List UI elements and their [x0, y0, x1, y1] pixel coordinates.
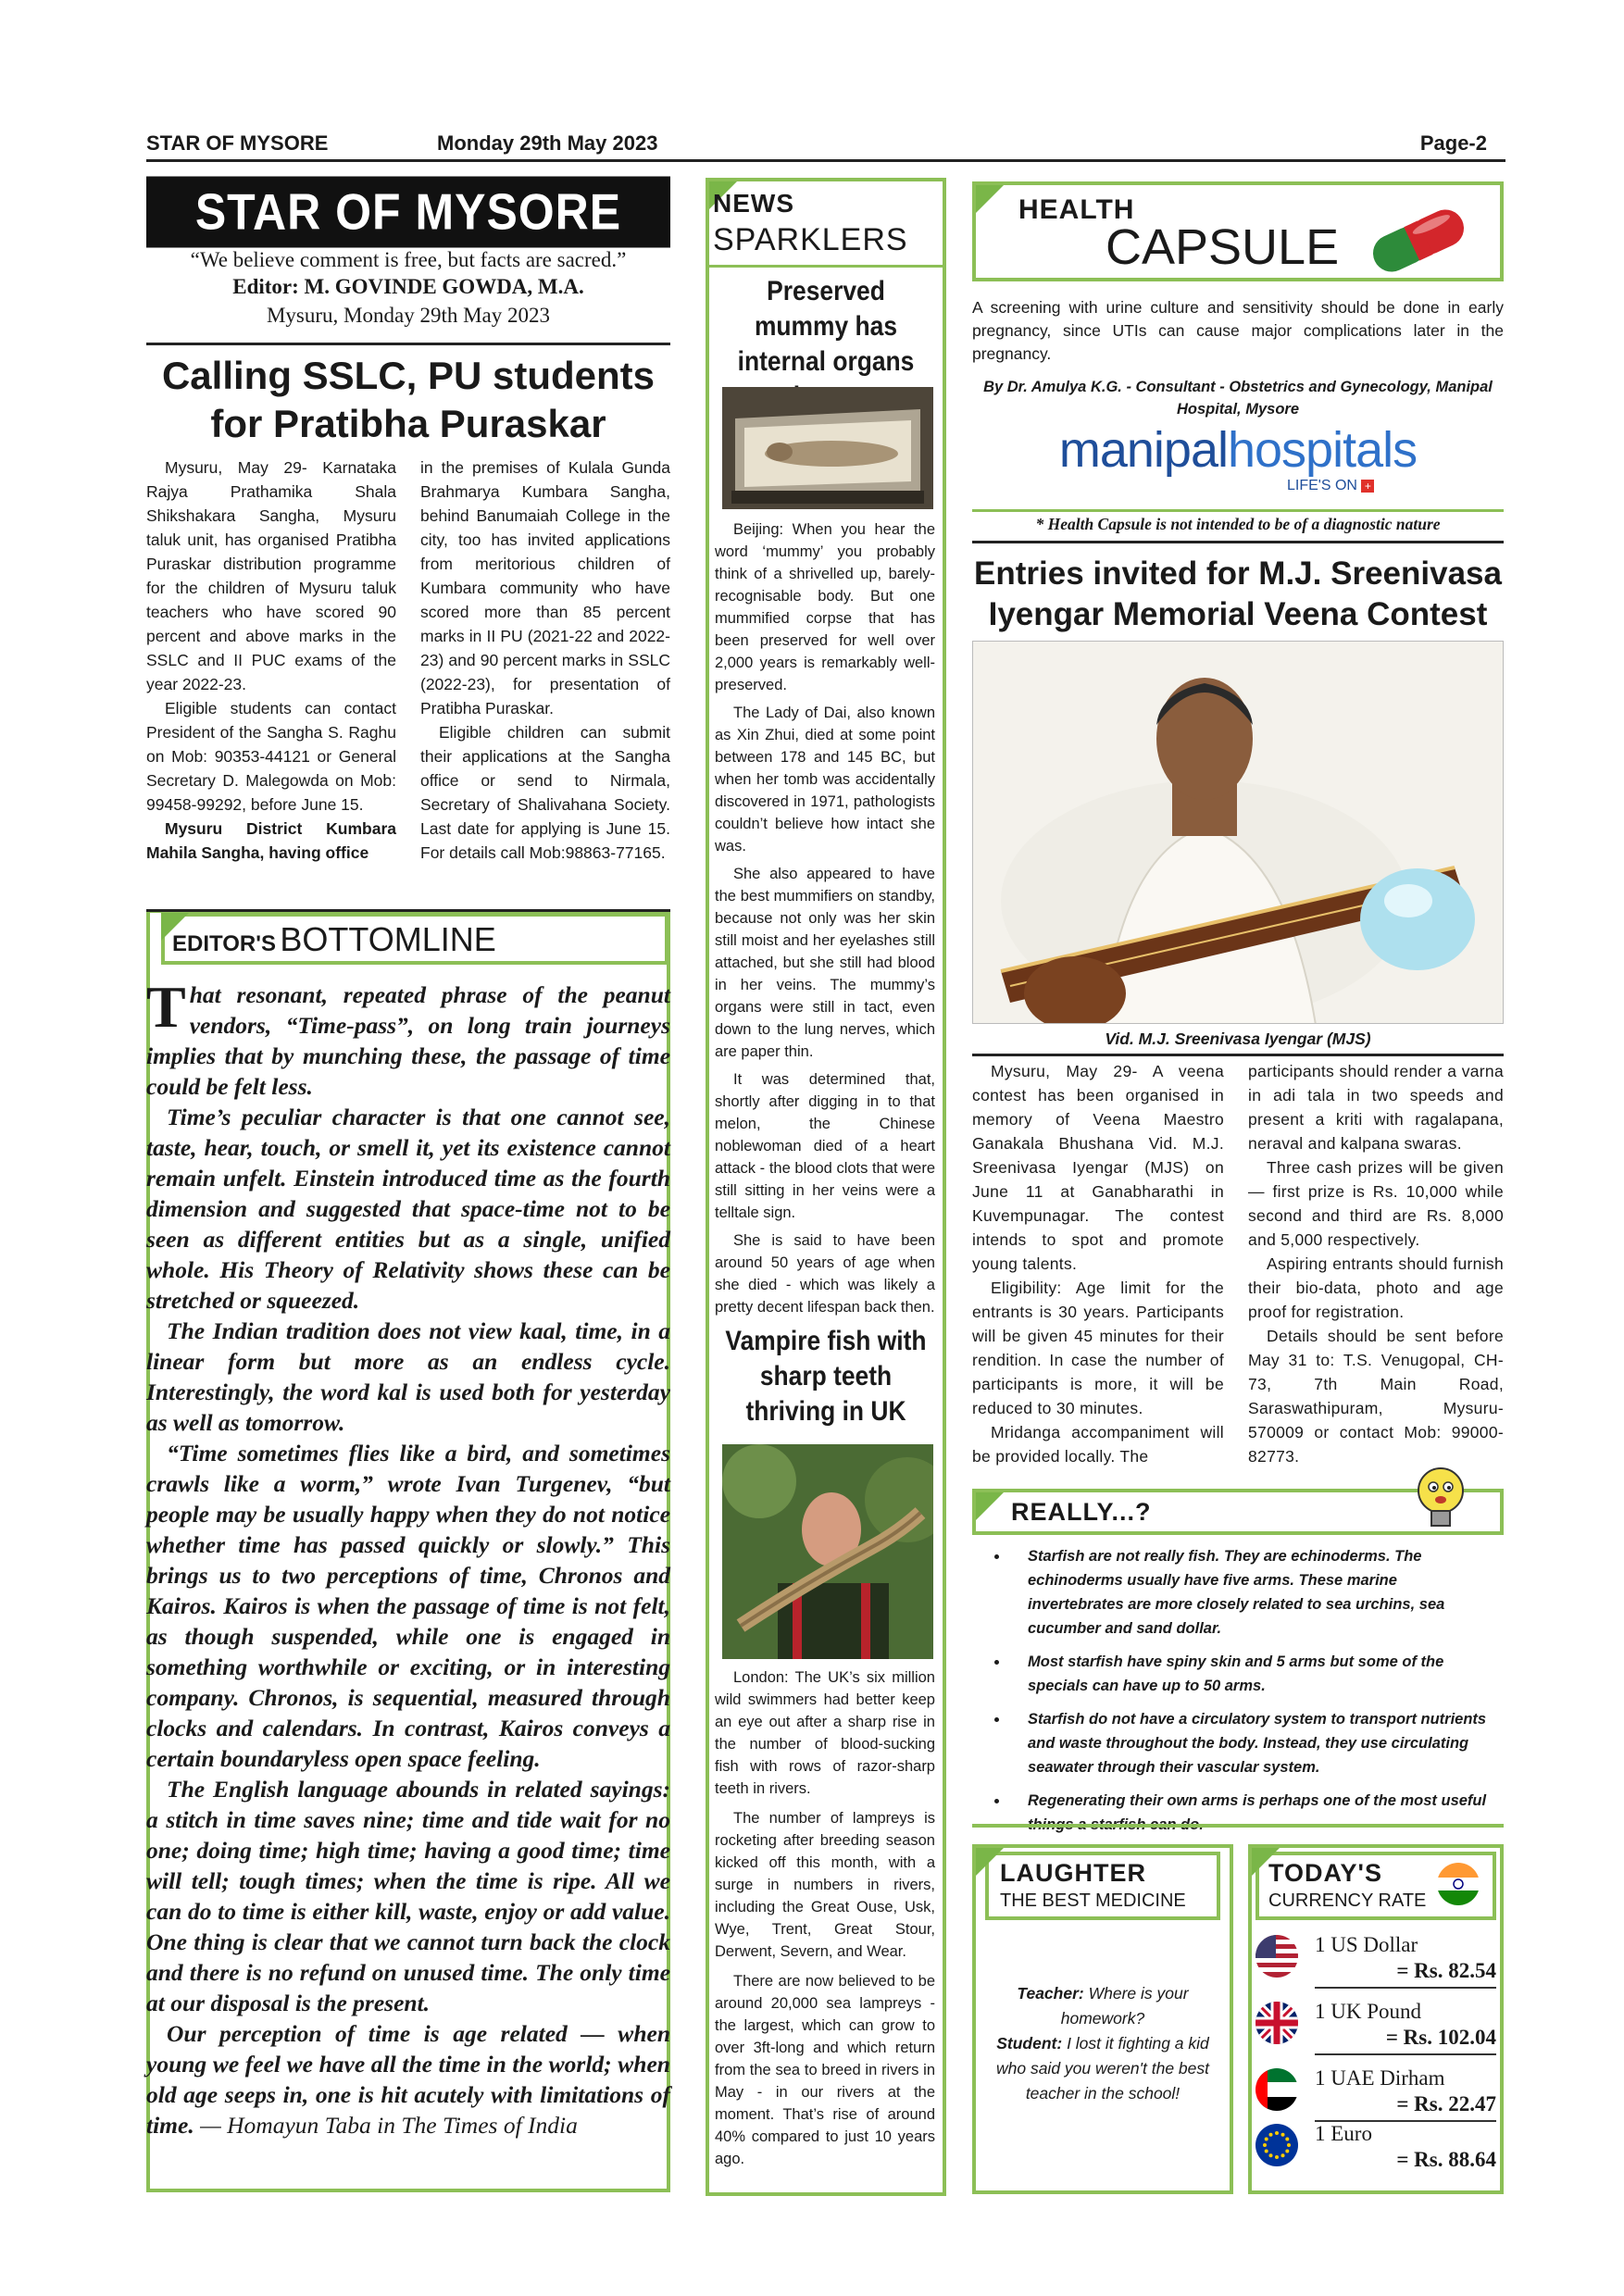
news-para: She is said to have been around 50 years of age when she died - which was likely a pretty decent lifespan back then.: [715, 1232, 935, 1316]
editorial-label: [172, 920, 496, 959]
joke-student-line: I lost it fighting a kid who said you weren't the best teacher in the school!: [995, 2034, 1209, 2103]
currency-label-light: CURRENCY RATE: [1268, 1890, 1427, 1911]
editorial-first-para: hat resonant, repeated phrase of the peanut vendors, “Time-pass”, on long train journeys implies that by munching these, the passage of time could be felt less.: [146, 981, 670, 1100]
news-story-mummy: [715, 518, 935, 1318]
news-para: Beijing: When you hear the word ‘mummy’ you probably think of a shrivelled up, barely-recognisable body. But one mummified corpse that has been preserved for well over 2,000 years is remarkably well-preserved.: [715, 521, 935, 693]
header-rule: [146, 159, 1505, 162]
currency-value: = Rs. 88.64: [1396, 2148, 1496, 2171]
news-para: It was determined that, shortly after digging in to that melon, the Chinese noblewoman died of a heart attack - the blood clots that were still sitting in her veins were a telltale sign.: [715, 1071, 935, 1221]
health-rule: [972, 509, 1504, 512]
editorial-label-bold: EDITOR'S: [172, 931, 276, 956]
news-para: The Lady of Dai, also known as Xin Zhui, died at some point between 178 and 145 BC, but when her tomb was accidentally discovered in 1971, pathologists couldn’t believe how intact she was.: [715, 705, 935, 855]
currency-value: = Rs. 82.54: [1396, 1959, 1496, 1982]
manipal-logo-part-a: manipal: [1058, 422, 1228, 478]
editorial-para: Our perception of time is age related — when young we feel we have all the time in the world; when old age seeps in, one is hit acutely with limitations of time.: [146, 2020, 670, 2139]
really-list: [972, 1544, 1504, 1846]
news-para: London: The UK’s six million wild swimmers had better keep an eye out after a sharp rise in the number of blood-sucking fish with rows of razor-sharp teeth in rivers.: [715, 1669, 935, 1797]
uk-flag-icon: [1255, 2002, 1298, 2044]
really-bottom-rule: [972, 1824, 1504, 1828]
usa-flag-icon: [1255, 1935, 1298, 1978]
currency-unit: 1 US Dollar: [1315, 1933, 1418, 1956]
currency-row-eur: [1255, 2122, 1496, 2181]
masthead-title: STAR OF MYSORE: [146, 177, 670, 248]
joke-student-label: Student:: [996, 2034, 1063, 2053]
news-label-rule: [706, 265, 946, 268]
currency-unit: 1 UK Pound: [1315, 2000, 1422, 2023]
currency-row-gbp: [1255, 2000, 1496, 2059]
header-page-number: Page-2: [1419, 131, 1487, 155]
laughter-joke: [985, 1981, 1220, 2106]
health-byline: By Dr. Amulya K.G. - Consultant - Obstetrics and Gynecology, Manipal Hospital, Mysore: [983, 379, 1493, 418]
manipal-cross-icon: +: [1361, 480, 1374, 493]
really-item: • Regenerating their own arms is perhaps one of the most useful: [1009, 1789, 1494, 1837]
health-bottom-rule: [972, 541, 1504, 543]
veena-para: participants should render a varna in adi tala in two speeds and present a kriti with ragalapana, neraval and kalpana swaras.: [1248, 1062, 1504, 1153]
health-label-bold: HEALTH: [1018, 194, 1135, 225]
news-para: She also appeared to have the best mummifiers on standby, because not only was her skin still moist and her eyelashes still attached, but she still had blood in her veins. The mummy’s organs were still in tact, even down to the lung nerves, which are paper thin.: [715, 866, 935, 1060]
veena-caption: Vid. M.J. Sreenivasa Iyengar (MJS): [1105, 1029, 1371, 1048]
header-date: Monday 29th May 2023: [437, 131, 658, 155]
news-story-vampire: [715, 1666, 935, 2170]
news-para: There are now believed to be around 20,000 sea lampreys - the largest, which can grow to over 3ft-long and which return from the sea to breed in rivers in May - in our rivers at the moment. That’s rise of around 40% compared to just 10 years ago.: [715, 1973, 935, 2167]
veena-caption-rule: [972, 1054, 1504, 1056]
joke-teacher-label: Teacher:: [1017, 1984, 1084, 2003]
veena-para: Three cash prizes will be given — first prize is Rs. 10,000 while second and third are Rs. 8,000 and 5,000 respectively.: [1248, 1158, 1504, 1249]
veena-column-a: [972, 1059, 1224, 1468]
lead-para: Mysuru, May 29- Karnataka Rajya Prathamika Shala Shikshakara Sangha, Mysuru taluk unit, has organised Pratibha Puraskar distribution programme for the children of Mysuru taluk teachers who have scored 90 percent and above marks in the SSLC and II PUC exams of the year 2022-23.: [146, 458, 396, 693]
really-item: • Most starfish have spiny skin and 5 arms but some of the specials can have up to 50 arms.: [1009, 1650, 1494, 1698]
currency-value: = Rs. 102.04: [1385, 2026, 1496, 2049]
editorial-para: The Indian tradition does not view kaal, time, in a linear form but more as an endless cycle. Interestingly, the word kal is used both for yesterday as well as tomorrow.: [146, 1317, 670, 1436]
manipal-logo: [972, 422, 1504, 478]
laughter-label-light: THE BEST MEDICINE: [1000, 1890, 1186, 1911]
manipal-tagline: [1287, 478, 1374, 494]
news-para: The number of lampreys is rocketing after breeding season kicked off this month, with a surge in numbers in rivers, including the Great Ouse, Usk, Wye, Trent, Great Stour, Derwent, Severn, and Wear.: [715, 1810, 935, 1960]
lead-para: Mysuru District Kumbara Mahila Sangha, having office: [146, 819, 396, 862]
veena-photo: [972, 641, 1504, 1024]
eu-flag-icon: [1255, 2124, 1298, 2166]
lamprey-illustration: [722, 1444, 933, 1659]
currency-unit: 1 Euro: [1315, 2122, 1372, 2145]
lead-para: Eligible students can contact President of the Sangha S. Raghu on Mob: 90353-44121 or General Secretary D. Malegowda on Mob: 99458-99292, before June 15.: [146, 699, 396, 814]
masthead-rule: [146, 343, 670, 345]
veena-para: Mridanga accompaniment will be provided locally. The: [972, 1423, 1224, 1466]
currency-unit: 1 UAE Dirham: [1315, 2066, 1445, 2090]
manipal-logo-part-b: hospitals: [1227, 422, 1418, 478]
editorial-body: [146, 974, 670, 2140]
currency-value: = Rs. 22.47: [1396, 2092, 1496, 2115]
editorial-label-light: BOTTOMLINE: [280, 920, 496, 958]
health-text: A screening with urine culture and sensitivity should be done in early pregnancy, since UTIs can cause major complications later in the pregnancy.: [972, 298, 1504, 363]
uae-flag-icon: [1255, 2068, 1298, 2111]
news-label-light: SPARKLERS: [713, 222, 908, 257]
news-label-bold: NEWS: [713, 189, 794, 218]
currency-row-usd: [1255, 1933, 1496, 1992]
mummy-illustration: [722, 387, 933, 509]
editorial-credit: — Homayun Taba in The Times of India: [200, 2112, 578, 2139]
health-tab-corner: [976, 185, 1004, 213]
currency-label-bold: TODAY'S: [1268, 1859, 1382, 1887]
mummy-photo: [722, 387, 933, 509]
lead-headline: Calling SSLC, PU students for Pratibha Puraskar: [161, 354, 656, 445]
lamprey-photo: [722, 1444, 933, 1659]
laughter-label-bold: LAUGHTER: [1000, 1859, 1146, 1887]
editorial-para: “Time sometimes flies like a bird, and sometimes crawls like a worm,” wrote Ivan Turgenev, “but people may be usually happy when they do not notice whether time has passed quickly or slowly.” This brings us to two perceptions of time, Chronos and Kairos. Kairos is when the passage of time is not felt, as though suspended, while one is engaged in something worthwhile or exciting, or in interesting company. Chronos, is sequential, measured through clocks and calendars. In contrast, Kairos conveys a certain boundaryless open space feeling.: [146, 1440, 670, 1772]
masthead-motto: “We believe comment is free, but facts are sacred.”: [190, 248, 627, 271]
lead-column-b: [420, 455, 670, 865]
veena-para: Mysuru, May 29- A veena contest has been organised in memory of Veena Maestro Ganakala Bhushana Vid. M.J. Sreenivasa Iyengar (MJS) on June 11 at Ganabharathi in Kuvempunagar. The contest intends to spot and promote young talents.: [972, 1062, 1224, 1273]
health-label-light: CAPSULE: [1106, 219, 1340, 275]
health-disclaimer: * Health Capsule is not intended to be of a diagnostic nature: [1035, 515, 1441, 533]
news-headline-mummy: Preserved mummy has internal organs: [737, 276, 915, 377]
veena-para: Details should be sent before May 31 to: T.S. Venugopal, CH-73, 7th Main Road, Saraswathipuram, Mysuru-570009 or contact Mob: 99000-82773.: [1248, 1327, 1504, 1466]
lead-column-a: [146, 455, 396, 865]
masthead-dateline: Mysuru, Monday 29th May 2023: [266, 304, 551, 327]
really-item: • Starfish do not have a circulatory system to transport nutrients and waste throughout the body. Instead, they use circulating seawater through their vascular system.: [1009, 1707, 1494, 1779]
veena-para: Eligibility: Age limit for the entrants is 30 years. Participants will be given 45 minutes for their rendition. In case the number of participants is more, it will be reduced to 30 minutes.: [972, 1279, 1224, 1417]
manipal-tag-text: LIFE'S ON: [1287, 478, 1357, 493]
veena-para: Aspiring entrants should furnish their bio-data, photo and age proof for registration.: [1248, 1254, 1504, 1321]
really-item: • Starfish are not really fish. They are echinoderms. The echinoderms usually have five arms. These marine invertebrates are more closely related to sea urchins, sea cucumber and sand dollar.: [1009, 1544, 1494, 1641]
currency-row-rule: [1315, 1987, 1496, 1989]
joke-teacher-line: Where is your homework?: [1060, 1984, 1189, 2028]
veena-column-b: [1248, 1059, 1504, 1468]
editorial-dropcap: T: [146, 974, 186, 1040]
really-tab-corner: [976, 1492, 1004, 1520]
editorial-para: Time’s peculiar character is that one cannot see, taste, hear, touch, or smell it, yet its existence cannot remain unfelt. Einstein introduced time as the fourth dimension and suggested that space-time not to be seen as different entities but as a single, unified whole. His Theory of Relativity shows these can be stretched or squeezed.: [146, 1104, 670, 1314]
currency-row-rule: [1315, 2053, 1496, 2055]
veena-illustration: [973, 642, 1504, 1024]
news-headline-vampire: Vampire fish with sharp teeth thriving in UK: [725, 1326, 927, 1427]
masthead-editor: Editor: M. GOVINDE GOWDA, M.A.: [232, 275, 584, 298]
lightbulb-icon: [1411, 1463, 1470, 1535]
currency-row-aed: [1255, 2066, 1496, 2126]
veena-headline: Entries invited for M.J. Sreenivasa Iyengar Memorial Veena Contest: [974, 555, 1502, 632]
editorial-top-rule: [146, 909, 670, 912]
header-paper-name: STAR OF MYSORE: [146, 131, 329, 155]
india-flag-icon: [1437, 1863, 1480, 1905]
lead-para: Eligible children can submit their applications at the Sangha office or send to Nirmala, Secretary of Shalivahana Society. Last date for applying is June 15. For details call Mob:98863-77165.: [420, 723, 670, 862]
lead-para: in the premises of Kulala Gunda Brahmarya Kumbara Sangha, behind Banumaiah College in the city, too has invited applications from meritorious children of Kumbara community who have scored more than 85 percent marks in II PU (2021-22 and 2022-23) and 90 percent marks in SSLC (2022-23), for presentation of Pratibha Puraskar.: [420, 458, 670, 718]
really-label: REALLY...?: [1011, 1498, 1152, 1526]
editorial-para: The English language abounds in related sayings: a stitch in time saves nine; time and tide wait for no one; doing time; high time; having a good time; time will tell; tough times; when the time is ripe. All we can do to time is either kill, waste, enjoy or add value. One thing is clear that we cannot turn back the clock and there is no refund on unused time. The only time at our disposal is the present.: [146, 1776, 670, 2016]
pill-capsule-icon: [1354, 194, 1483, 278]
